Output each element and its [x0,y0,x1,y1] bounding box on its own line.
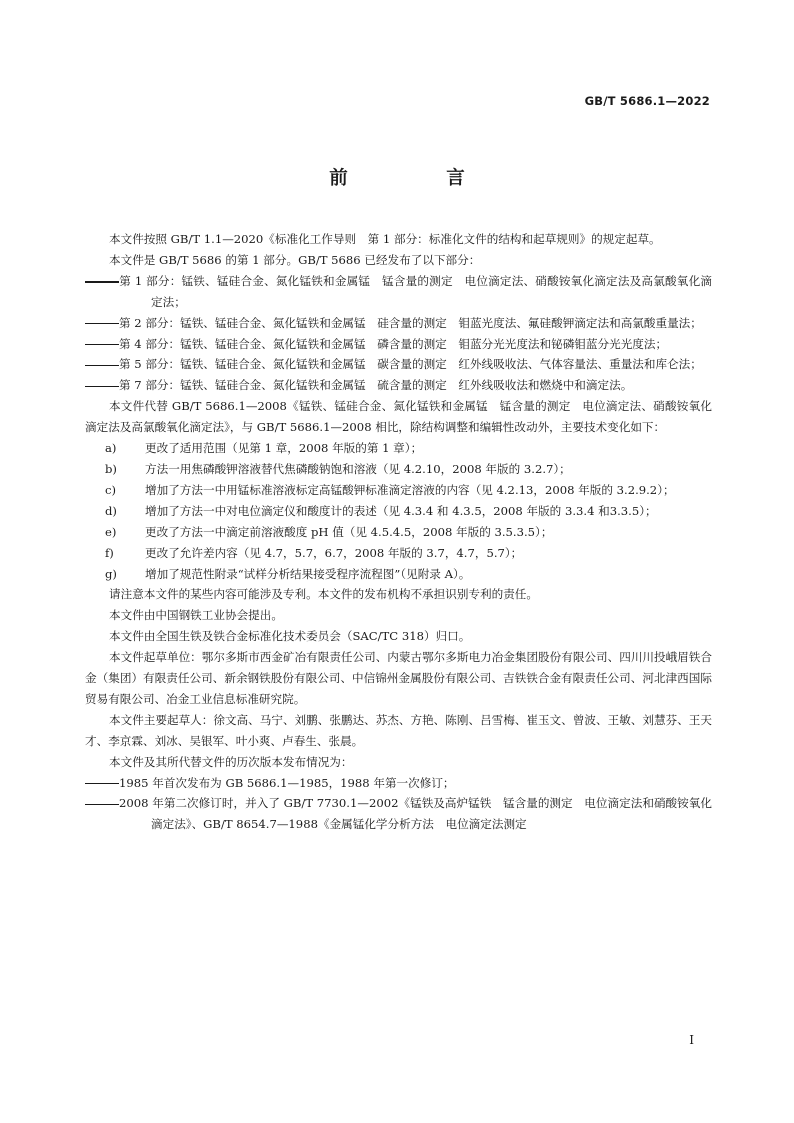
paragraph-drafters: 本文件主要起草人：徐文高、马宁、刘鹏、张鹏达、苏杰、方艳、陈刚、吕雪梅、崔玉文、曾波、王敏、刘慧芬、王天才、李京霖、刘冰、吴银军、叶小爽、卢春生、张晨。 [85,712,712,748]
list-item-part: 第 5 部分：锰铁、锰硅合金、氮化锰铁和金属锰 碳含量的测定 红外线吸收法、气体容量法、重量法和库仑法； [85,354,712,375]
list-item-change: g) 增加了规范性附录“试样分析结果接受程序流程图”（见附录 A）。 [105,566,471,581]
list-item-part: 第 7 部分：锰铁、锰硅合金、氮化锰铁和金属锰 硫含量的测定 红外线吸收法和燃烧中和滴定法。 [85,375,712,396]
paragraph-history-intro: 本文件及其所代替文件的历次版本发布情况为： [109,754,353,769]
foreword-body [85,229,712,835]
list-item-change: c) 增加了方法一中用锰标准溶液标定高锰酸钾标准滴定溶液的内容（见 4.2.13，2008 年版的 3.2.9.2）； [105,482,675,497]
list-item-history: 1985 年首次发布为 GB 5686.1—1985，1988 年第一次修订； [85,773,712,794]
paragraph-drafting-units: 本文件起草单位：鄂尔多斯市西金矿冶有限责任公司、内蒙古鄂尔多斯电力冶金集团股份有限公司、四川川投峨眉铁合金（集团）有限责任公司、新余钢铁股份有限公司、中信锦州金属股份有限公司、吉铁铁合金有限责任公司、河北津西国际贸易有限公司、冶金工业信息标准研究院。 [85,650,712,706]
list-item-change: a) 更改了适用范围（见第 1 章，2008 年版的第 1 章）； [105,441,423,456]
page-number: I [689,1033,694,1047]
list-item-change: f) 更改了允许差内容（见 4.7，5.7，6.7，2008 年版的 3.7，4.7，5.7）； [105,545,523,560]
paragraph-drafting-rules: 本文件按照 GB/T 1.1—2020《标准化工作导则 第 1 部分：标准化文件的结构和起草规则》的规定起草。 [109,232,661,246]
list-item-part: 第 1 部分：锰铁、锰硅合金、氮化锰铁和金属锰 锰含量的测定 电位滴定法、硝酸铵氧化滴定法及高氯酸氧化滴定法； [85,271,712,313]
dash-icon [85,793,119,814]
standard-number: GB/T 5686.1—2022 [584,94,710,108]
list-item-change: b) 方法一用焦磷酸钾溶液替代焦磷酸钠饱和溶液（见 4.2.10，2008 年版的 3.2.7）； [105,461,571,476]
dash-icon [85,334,119,355]
dash-icon [85,271,119,292]
paragraph-patent: 请注意本文件的某些内容可能涉及专利。本文件的发布机构不承担识别专利的责任。 [109,587,538,602]
paragraph-replaces: 本文件代替 GB/T 5686.1—2008《锰铁、锰硅合金、氮化锰铁和金属锰 锰含量的测定 电位滴定法、硝酸铵氧化滴定法及高氯酸氧化滴定法》，与 GB/T 5686.1—2008 相比，除结构调整和编辑性改动外，主要技术变化如下： [85,399,712,435]
page-title: 前 言 [329,168,505,189]
list-item-part: 第 4 部分：锰铁、锰硅合金、氮化锰铁和金属锰 磷含量的测定 钼蓝分光光度法和铋磷钼蓝分光光度法； [85,334,712,355]
list-item-change: d) 增加了方法一中对电位滴定仪和酸度计的表述（见 4.3.4 和 4.3.5，2008 年版的 3.3.4 和3.3.5）； [105,503,657,518]
dash-icon [85,375,119,396]
paragraph-proposer: 本文件由中国钢铁工业协会提出。 [109,608,283,623]
paragraph-committee: 本文件由全国生铁及铁合金标准化技术委员会（SAC/TC 318）归口。 [109,629,471,644]
list-item-part: 第 2 部分：锰铁、锰硅合金、氮化锰铁和金属锰 硅含量的测定 钼蓝光度法、氟硅酸钾滴定法和高氯酸重量法； [85,313,712,334]
dash-icon [85,773,119,794]
dash-icon [85,354,119,375]
paragraph-part-intro: 本文件是 GB/T 5686 的第 1 部分。GB/T 5686 已经发布了以下部分： [109,252,481,267]
dash-icon [85,313,119,334]
list-item-change: e) 更改了方法一中滴定前溶液酸度 pH 值（见 4.5.4.5，2008 年版的 3.5.3.5）； [105,524,553,539]
list-item-history: 2008 年第二次修订时，并入了 GB/T 7730.1—2002《锰铁及高炉锰铁 锰含量的测定 电位滴定法和硝酸铵氧化滴定法》、GB/T 8654.7—1988《金属锰化学分析方法 电位滴定法测定 [85,793,712,835]
